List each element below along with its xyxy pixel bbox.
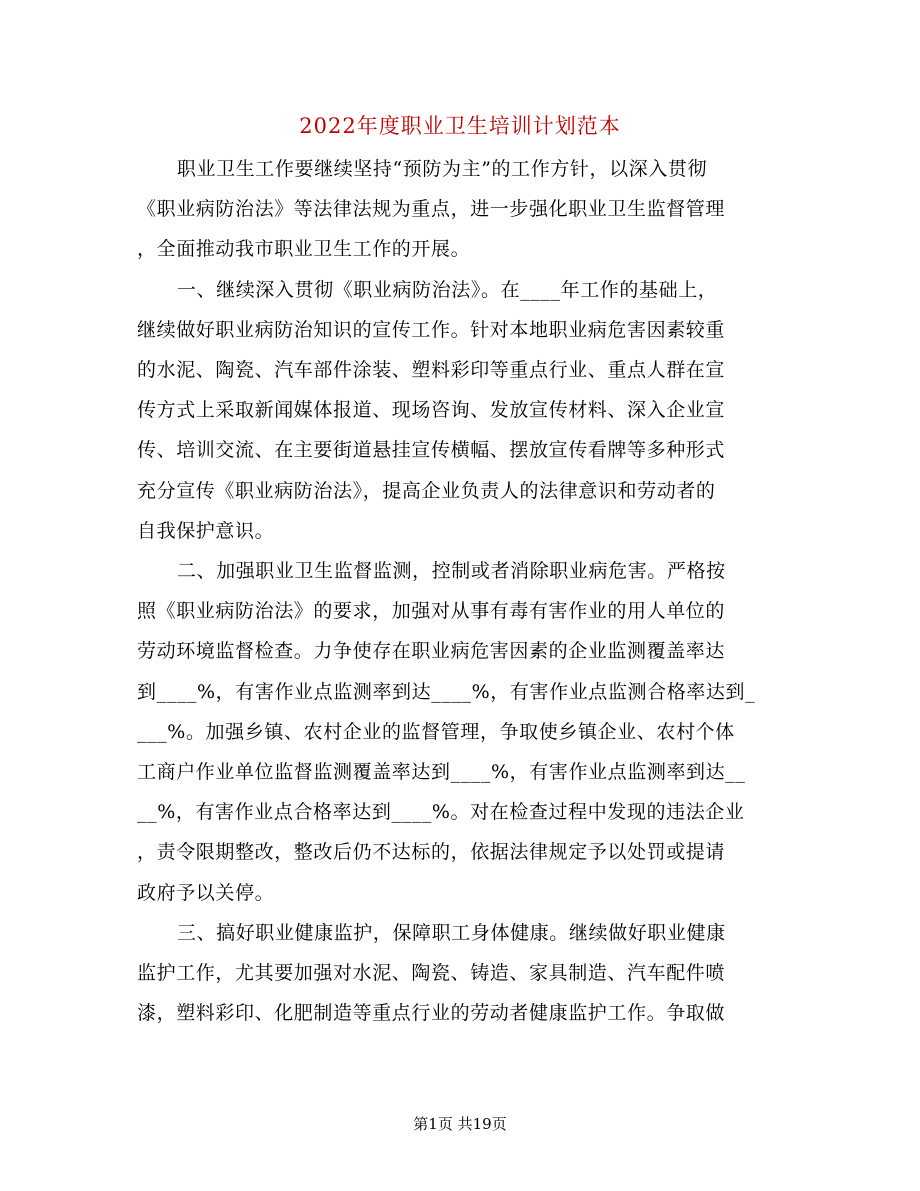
text-line: ，全面推动我市职业卫生工作的开展。 <box>137 238 471 261</box>
text-line: 《职业病防治法》等法律法规为重点，进一步强化职业卫生监督管理 <box>137 198 726 221</box>
text-line: __%，有害作业点合格率达到____%。对在检查过程中发现的违法企业 <box>137 801 745 824</box>
text-line: 的水泥、陶瓷、汽车部件涂装、塑料彩印等重点行业、重点人群在宣 <box>137 359 726 382</box>
document-title: 2022年度职业卫生培训计划范本 <box>299 114 621 138</box>
text-line: 传、培训交流、在主要街道悬挂宣传横幅、摆放宣传看牌等多种形式 <box>137 439 726 462</box>
text-line: 照《职业病防治法》的要求，加强对从事有毒有害作业的用人单位的 <box>137 600 726 623</box>
page-number-footer: 第1页 共19页 <box>413 1115 507 1133</box>
text-line: 到____%，有害作业点监测率到达____%，有害作业点监测合格率达到_ <box>137 680 756 703</box>
intro-paragraph <box>137 149 777 270</box>
text-line: 自我保护意识。 <box>137 519 275 542</box>
text-line: 漆，塑料彩印、化肥制造等重点行业的劳动者健康监护工作。争取做 <box>137 1002 726 1025</box>
section-2-paragraph <box>137 551 777 913</box>
text-line: 三、搞好职业健康监护，保障职工身体健康。继续做好职业健康 <box>176 921 726 944</box>
text-line: 劳动环境监督检查。力争使存在职业病危害因素的企业监测覆盖率达 <box>137 640 726 663</box>
section-1-paragraph <box>137 270 777 551</box>
text-line: 职业卫生工作要继续坚持“预防为主”的工作方针，以深入贯彻 <box>176 158 708 180</box>
section-3-paragraph <box>137 913 777 1034</box>
text-line: 充分宣传《职业病防治法》，提高企业负责人的法律意识和劳动者的 <box>137 479 716 502</box>
text-line: ___%。加强乡镇、农村企业的监督管理，争取使乡镇企业、农村个体 <box>137 720 735 743</box>
text-line: 政府予以关停。 <box>137 881 275 904</box>
text-line: 二、加强职业卫生监督监测，控制或者消除职业病危害。严格按 <box>176 560 726 583</box>
text-line: 监护工作，尤其要加强对水泥、陶瓷、铸造、家具制造、汽车配件喷 <box>137 962 726 985</box>
document-body <box>137 149 777 1033</box>
text-line: 继续做好职业病防治知识的宣传工作。针对本地职业病危害因素较重 <box>137 318 726 341</box>
text-line: 传方式上采取新闻媒体报道、现场咨询、发放宣传材料、深入企业宣 <box>137 399 726 422</box>
text-line: 工商户作业单位监督监测覆盖率达到____%，有害作业点监测率到达__ <box>137 761 746 784</box>
text-line: 一、继续深入贯彻《职业病防治法》。在____年工作的基础上， <box>176 278 718 301</box>
text-line: ，责令限期整改，整改后仍不达标的，依据法律规定予以处罚或提请 <box>137 841 726 864</box>
